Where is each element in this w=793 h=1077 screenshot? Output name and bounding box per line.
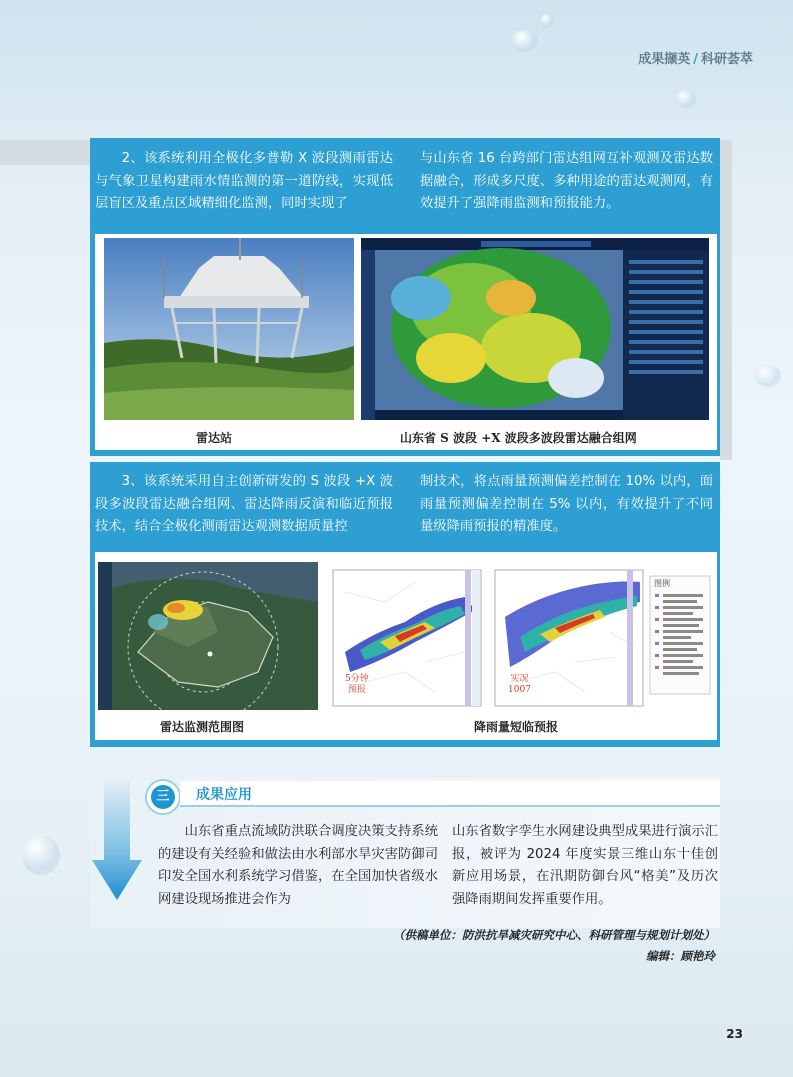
block2-left-text: 2、该系统利用全极化多普勒 X 波段测雨雷达与气象卫星构建雨水情监测的第一道防线，实现低层盲区及重点区域精细化监测，同时实现了: [95, 151, 393, 211]
header-separator: /: [693, 52, 698, 67]
forecast-label-left-line1: 5分钟: [345, 674, 369, 684]
block3-left-text: 3、该系统采用自主创新研发的 S 波段 +X 波段多波段雷达融合组网、雷达降雨反演和临近预报技术，结合全极化测雨雷达观测数据质量控: [95, 474, 393, 534]
caption-radar-station: 雷达站: [196, 431, 233, 445]
section-header: [638, 48, 753, 67]
application-left-text: 山东省重点流域防洪联合调度决策支持系统的建设有关经验和做法由水利部水旱灾害防御司印发全国水利系统学习借鉴，在全国加快省级水网建设现场推进会作为: [158, 824, 438, 907]
block2-right-text: 与山东省 16 台跨部门雷达组网互补观测及雷达数据融合，形成多尺度、多种用途的雷达观测网，有效提升了强降雨监测和预报能力。: [420, 151, 713, 211]
section-title: 成果应用: [196, 787, 252, 803]
block3-right-text: 制技术，将点雨量预测偏差控制在 10% 以内，面雨量预测偏差控制在 5% 以内，有效提升了不同量级降雨预报的精准度。: [420, 474, 713, 534]
radar-network-screenshot: [361, 238, 709, 420]
water-drop: [22, 835, 60, 875]
section-number: 三: [151, 785, 175, 809]
subsection-label: 科研荟萃: [700, 52, 753, 67]
section-number-badge: [145, 779, 181, 815]
forecast-legend-title: 图例: [654, 579, 670, 588]
page-number: 23: [726, 1027, 743, 1041]
caption-radar-coverage: 雷达监测范围图: [160, 720, 245, 734]
water-drop: [512, 30, 538, 52]
forecast-label-right: [508, 674, 531, 696]
forecast-label-right-line2: 1007: [508, 685, 531, 695]
caption-radar-network: 山东省 S 波段 +X 波段多波段雷达融合组网: [400, 431, 637, 445]
contributor-credit: （供稿单位：防洪抗旱减灾研究中心、科研管理与规划计划处）: [393, 928, 715, 942]
radar-coverage-map: [98, 562, 318, 710]
water-drop: [755, 365, 781, 387]
water-drop: [676, 90, 696, 108]
application-right-text: 山东省数字孪生水网建设典型成果进行演示汇报，被评为 2024 年度实景三维山东十佳创新应用场景，在汛期防御台风“格美”及历次强降雨期间发挥重要作用。: [452, 824, 718, 907]
caption-rainfall-forecast: 降雨量短临预报: [474, 720, 559, 734]
water-drop: [540, 14, 554, 28]
radar-station-photo: [104, 238, 354, 420]
down-arrow-icon: [92, 780, 142, 900]
section-title-bar: [180, 781, 720, 807]
section-label: 成果撷英: [638, 52, 691, 67]
grey-band: [720, 140, 732, 460]
editor-credit: 编辑：顾艳玲: [646, 949, 715, 963]
forecast-label-right-line1: 实况: [510, 674, 529, 684]
forecast-label-left: [345, 674, 369, 696]
forecast-label-left-line2: 预报: [347, 685, 366, 695]
rainfall-forecast-image: [325, 562, 715, 710]
